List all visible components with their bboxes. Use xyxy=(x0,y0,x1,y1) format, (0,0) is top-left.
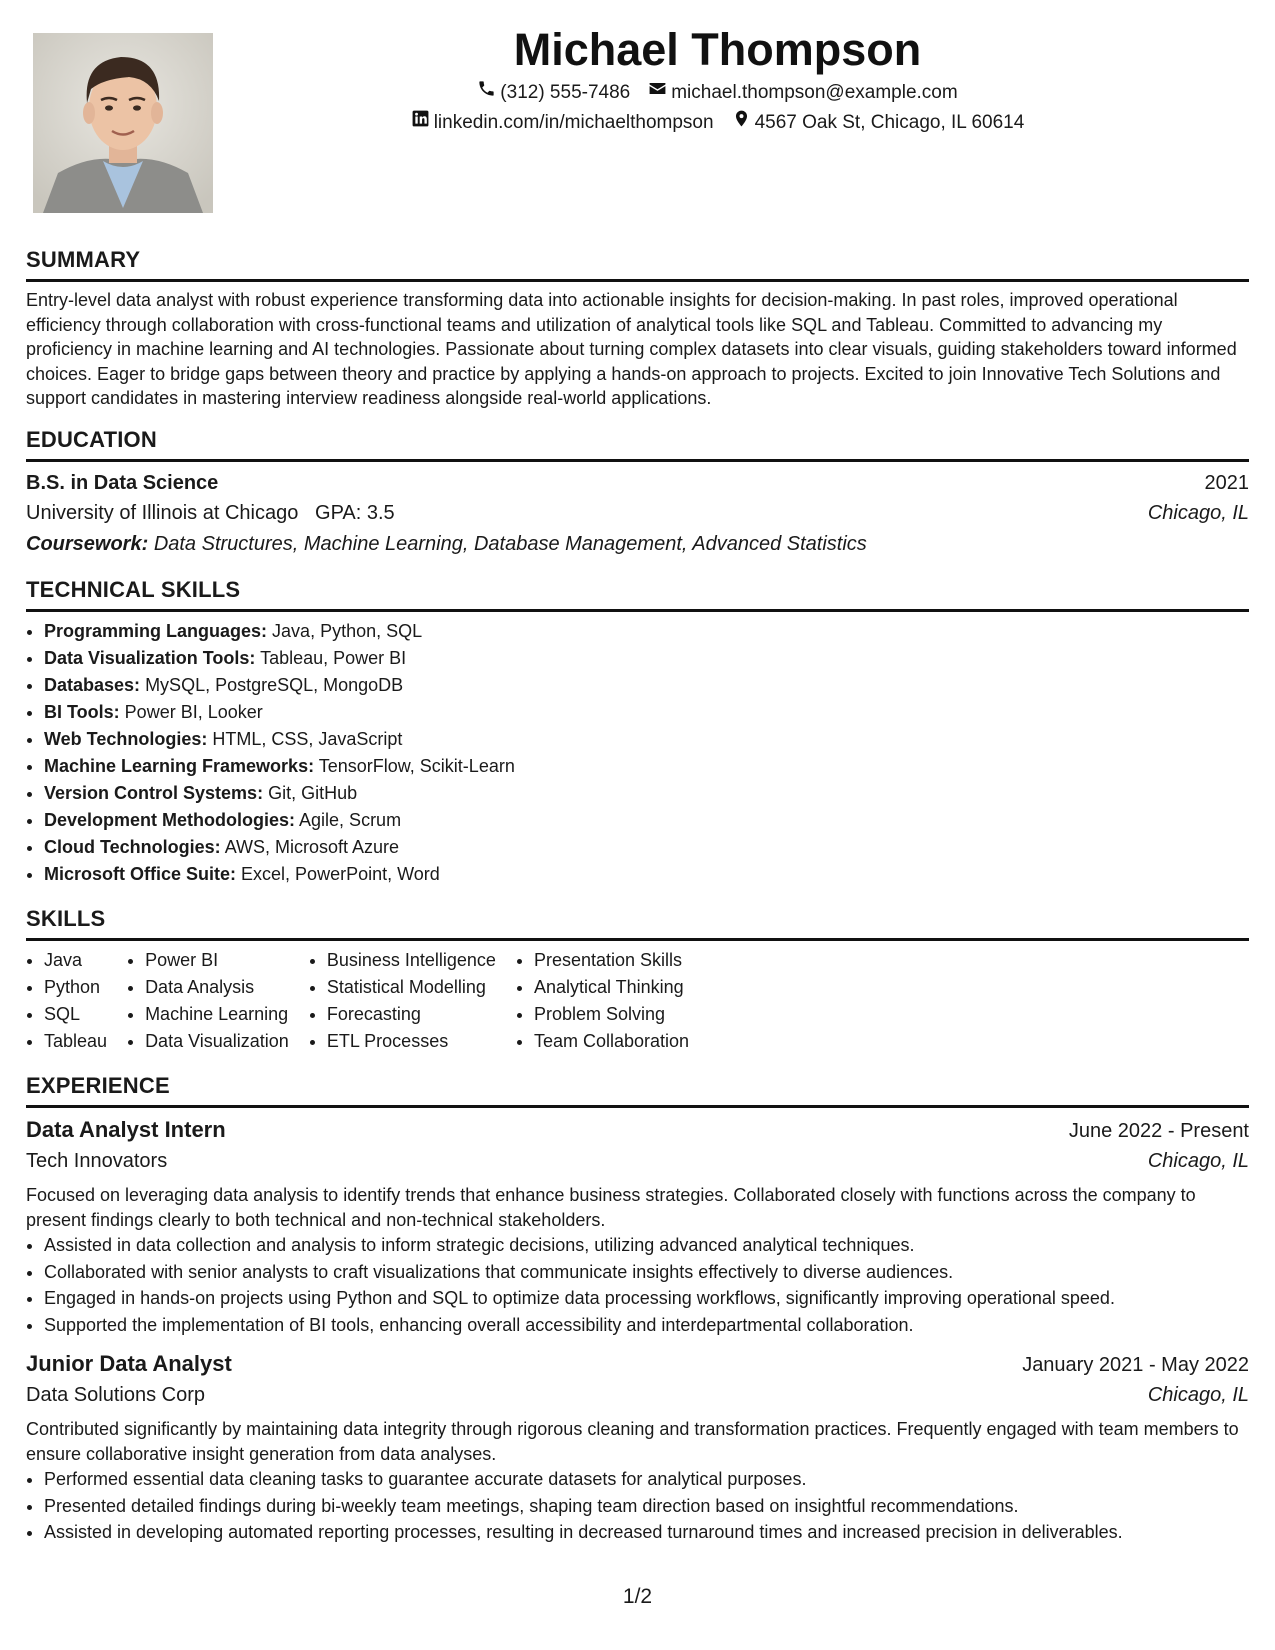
list-item: • Statistical Modelling xyxy=(327,974,496,1001)
list-item: • ETL Processes xyxy=(327,1028,496,1055)
list-item xyxy=(44,618,1249,645)
list-item xyxy=(44,645,1249,672)
experience-section xyxy=(26,1071,1249,1546)
list-item: • Python xyxy=(44,974,107,1001)
section-divider xyxy=(26,1105,1249,1108)
list-item: • SQL xyxy=(44,1001,107,1028)
skill-category: Programming Languages: xyxy=(44,620,268,641)
section-title: TECHNICAL SKILLS xyxy=(26,576,241,602)
job-header xyxy=(26,1348,1249,1380)
linkedin-contact[interactable] xyxy=(411,108,714,138)
section-title: EDUCATION xyxy=(26,426,157,452)
coursework xyxy=(26,529,1249,559)
list-item xyxy=(44,753,1249,780)
job-header xyxy=(26,1114,1249,1146)
map-pin-icon xyxy=(732,108,751,138)
skill-category: Machine Learning Frameworks: xyxy=(44,755,315,776)
list-item xyxy=(44,672,1249,699)
job-company-row xyxy=(26,1380,1249,1411)
job-dates: June 2022 - Present xyxy=(1068,1119,1249,1142)
list-item: • Problem Solving xyxy=(534,1001,689,1028)
school-location: Chicago, IL xyxy=(1147,501,1249,524)
technical-skills-list xyxy=(26,618,1249,888)
skill-category: BI Tools: xyxy=(44,701,120,722)
list-item xyxy=(44,726,1249,753)
address-text: 4567 Oak St, Chicago, IL 60614 xyxy=(754,112,1025,133)
skill-category: Version Control Systems: xyxy=(44,782,264,803)
phone-contact xyxy=(477,78,630,108)
list-item: • Java xyxy=(44,947,107,974)
section-title: EXPERIENCE xyxy=(26,1072,170,1098)
job-bullets xyxy=(26,1466,1249,1546)
list-item xyxy=(44,834,1249,861)
list-item: • Performed essential data cleaning tasks to guarantee accurate datasets for analytical purposes. xyxy=(44,1466,1249,1493)
job-location: Chicago, IL xyxy=(1147,1149,1249,1172)
resume-body xyxy=(26,245,1249,1556)
portrait-image xyxy=(33,33,213,213)
section-divider xyxy=(26,938,1249,941)
list-item: • Collaborated with senior analysts to craft visualizations that communicate insights effectively to diverse audiences. xyxy=(44,1259,1249,1286)
list-item: • Presentation Skills xyxy=(534,947,689,974)
list-item: • Supported the implementation of BI tools, enhancing overall accessibility and interdepartmental collaboration. xyxy=(44,1312,1249,1339)
skill-values: MySQL, PostgreSQL, MongoDB xyxy=(145,674,404,695)
list-item: • Business Intelligence xyxy=(327,947,496,974)
gpa: GPA: 3.5 xyxy=(315,501,395,524)
envelope-icon xyxy=(648,78,667,108)
skills-column xyxy=(516,947,689,1055)
job-entry xyxy=(26,1114,1249,1338)
skill-values: TensorFlow, Scikit-Learn xyxy=(318,755,515,776)
list-item: • Data Analysis xyxy=(145,974,289,1001)
coursework-list: Data Structures, Machine Learning, Database Management, Advanced Statistics xyxy=(153,532,867,555)
degree-row xyxy=(26,468,1249,498)
skill-values: Git, GitHub xyxy=(268,782,358,803)
summary-section xyxy=(26,245,1249,411)
list-item: • Engaged in hands-on projects using Python and SQL to optimize data processing workflows, significantly improving operational speed. xyxy=(44,1285,1249,1312)
page-number: 1/2 xyxy=(622,1585,653,1608)
skills-column xyxy=(127,947,289,1055)
job-entry xyxy=(26,1348,1249,1546)
skill-values: Agile, Scrum xyxy=(299,809,402,830)
school-line xyxy=(26,498,395,529)
phone-icon xyxy=(477,78,496,108)
education-section xyxy=(26,425,1249,559)
skill-category: Data Visualization Tools: xyxy=(44,647,256,668)
resume-header xyxy=(240,22,1195,138)
school-name: University of Illinois at Chicago xyxy=(26,501,299,524)
school-row xyxy=(26,498,1249,529)
coursework-label: Coursework: xyxy=(26,532,149,555)
section-title: SUMMARY xyxy=(26,247,141,272)
list-item xyxy=(44,861,1249,888)
skills-column xyxy=(309,947,496,1055)
technical-skills-section xyxy=(26,575,1249,888)
section-divider xyxy=(26,459,1249,462)
list-item xyxy=(44,807,1249,834)
skill-values: Power BI, Looker xyxy=(124,701,263,722)
list-item: • Analytical Thinking xyxy=(534,974,689,1001)
skill-values: HTML, CSS, JavaScript xyxy=(212,728,403,749)
address-contact xyxy=(732,108,1025,138)
skills-grid xyxy=(26,947,1249,1055)
list-item: • Presented detailed findings during bi-weekly team meetings, shaping team direction based on insightful recommendations. xyxy=(44,1493,1249,1520)
section-divider xyxy=(26,279,1249,282)
email-contact[interactable] xyxy=(648,78,957,108)
company-name: Tech Innovators xyxy=(26,1149,168,1172)
list-item: • Machine Learning xyxy=(145,1001,289,1028)
list-item: • Power BI xyxy=(145,947,289,974)
linkedin-text[interactable]: linkedin.com/in/michaelthompson xyxy=(433,112,714,133)
candidate-name: Michael Thompson xyxy=(513,24,922,75)
skills-section xyxy=(26,904,1249,1055)
graduation-year: 2021 xyxy=(1204,471,1249,494)
list-item: • Assisted in developing automated reporting processes, resulting in decreased turnaround times and increased precision in deliverables. xyxy=(44,1519,1249,1546)
job-company-row xyxy=(26,1146,1249,1177)
summary-text: Entry-level data analyst with robust experience transforming data into actionable insights for decision-making. In past roles, improved operational efficiency through collaboration with cross-functional teams and utilization of analytical tools like SQL and Tableau. Committed to advancing my proficiency in machine learning and AI technologies. Passionate about turning complex datasets into clear visuals, guiding stakeholders toward informed choices. Eager to bridge gaps between theory and practice by applying a hands-on approach to projects. Excited to join Innovative Tech Solutions and support candidates in mastering interview readiness alongside real-world applications. xyxy=(26,290,1237,409)
list-item: • Forecasting xyxy=(327,1001,496,1028)
skill-values: Java, Python, SQL xyxy=(272,620,423,641)
section-title: SKILLS xyxy=(26,905,106,931)
skill-category: Development Methodologies: xyxy=(44,809,296,830)
skill-category: Databases: xyxy=(44,674,141,695)
contact-row-1 xyxy=(240,78,1195,108)
list-item: • Data Visualization xyxy=(145,1028,289,1055)
profile-photo xyxy=(33,33,213,213)
list-item xyxy=(44,780,1249,807)
phone-text: (312) 555-7486 xyxy=(500,82,631,103)
skills-column xyxy=(26,947,107,1055)
skill-values: Tableau, Power BI xyxy=(260,647,407,668)
skill-category: Cloud Technologies: xyxy=(44,836,221,857)
job-title: Data Analyst Intern xyxy=(26,1116,226,1142)
job-title: Junior Data Analyst xyxy=(26,1351,232,1377)
contact-row-2 xyxy=(240,108,1195,138)
job-location: Chicago, IL xyxy=(1147,1384,1249,1407)
job-dates: January 2021 - May 2022 xyxy=(1022,1354,1249,1377)
list-item: • Assisted in data collection and analysis to inform strategic decisions, utilizing advanced analytical techniques. xyxy=(44,1232,1249,1259)
list-item xyxy=(44,699,1249,726)
section-divider xyxy=(26,609,1249,612)
company-name: Data Solutions Corp xyxy=(26,1384,205,1407)
skill-category: Microsoft Office Suite: xyxy=(44,863,237,884)
list-item: • Team Collaboration xyxy=(534,1028,689,1055)
job-description: Focused on leveraging data analysis to identify trends that enhance business strategies. Collaborated closely with functions across the company to present findings clearly to both technical and non-technical stakeholders. xyxy=(26,1184,1196,1230)
linkedin-icon xyxy=(411,108,430,138)
skill-values: AWS, Microsoft Azure xyxy=(224,836,400,857)
degree-title: B.S. in Data Science xyxy=(26,471,219,494)
email-text[interactable]: michael.thompson@example.com xyxy=(671,82,958,103)
list-item: • Tableau xyxy=(44,1028,107,1055)
skill-category: Web Technologies: xyxy=(44,728,208,749)
skill-values: Excel, PowerPoint, Word xyxy=(241,863,440,884)
job-description: Contributed significantly by maintaining data integrity through rigorous cleaning and transformation practices. Frequently engaged with team members to ensure collaborative insight generation from data analyses. xyxy=(26,1419,1239,1464)
job-bullets xyxy=(26,1232,1249,1338)
